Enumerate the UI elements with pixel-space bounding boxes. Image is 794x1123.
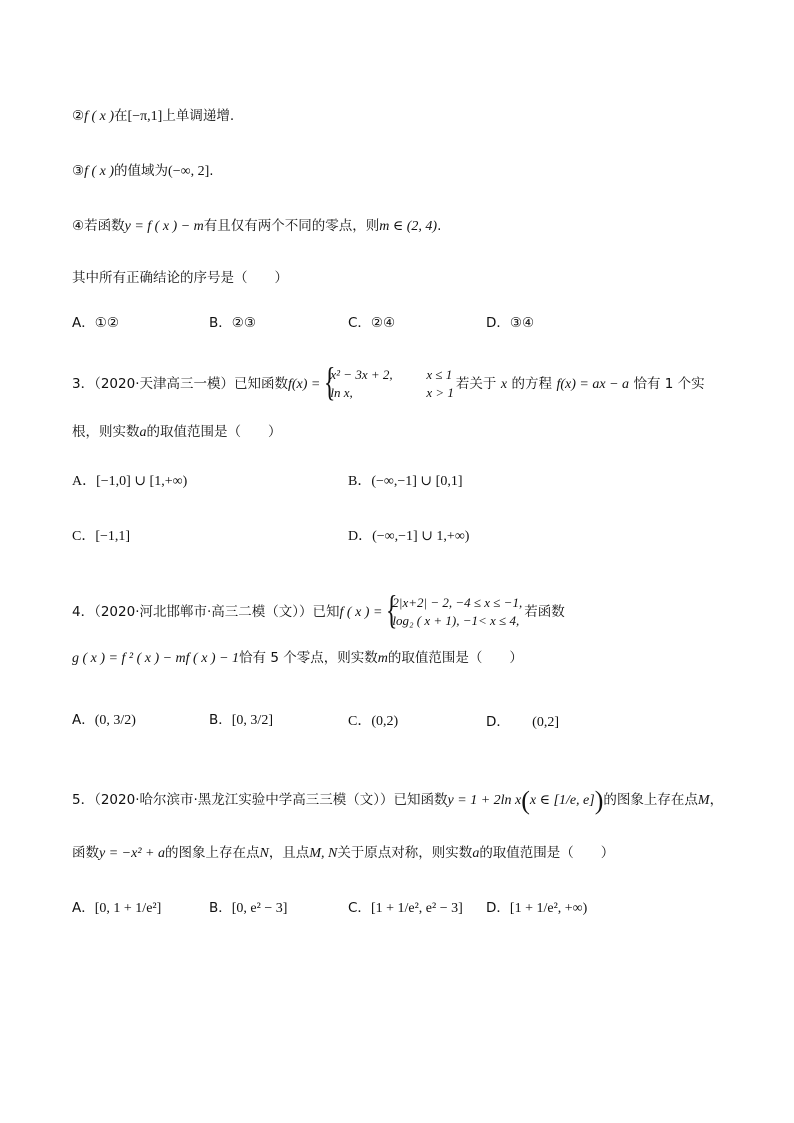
q5-option-d-label: D． xyxy=(486,900,510,916)
question-4-stem xyxy=(72,594,565,630)
q4-option-a-value: (0, 3/2) xyxy=(94,713,136,728)
statement-3 xyxy=(72,161,214,182)
q5-option-b[interactable] xyxy=(209,898,287,919)
question-3-stem xyxy=(72,366,705,402)
q4-option-a[interactable] xyxy=(72,710,136,731)
q3-option-a[interactable]: A．[−1,0] ∪ [1,+∞) xyxy=(72,474,188,489)
q5-option-c-value: [1 + 1/e², e² − 3] xyxy=(370,901,463,916)
question-2-prompt: 其中所有正确结论的序号是（ ） xyxy=(72,270,288,286)
q3-piece-row1-expr: x² − 3x + 2, xyxy=(330,367,393,382)
q5-point-m: M xyxy=(697,793,710,808)
q4-line2-text: 恰有 5 个零点，则实数 xyxy=(239,650,378,666)
q4-g-expression: g ( x ) = f ² ( x ) − mf ( x ) − 1 xyxy=(72,651,240,666)
statement-4-mid: 有且仅有两个不同的零点，则 xyxy=(203,218,380,234)
statement-4-condition: m ∈ (2, 4) xyxy=(379,219,438,234)
q3-var: x xyxy=(500,377,508,392)
q4-option-c[interactable]: C．(0,2) xyxy=(348,714,399,729)
q4-option-d[interactable] xyxy=(486,712,559,733)
q3-line2-ask: 的取值范围是（ ） xyxy=(146,424,282,440)
statement-2-function: f ( x ) xyxy=(84,109,115,124)
q4-piece-row2: log₂ ( x + 1), −1< x ≤ 4, xyxy=(392,613,520,628)
statement-2-interval: [−π,1] xyxy=(127,109,163,124)
q3-line2-var: a xyxy=(139,425,147,440)
q5-line2-ask: 的取值范围是（ ） xyxy=(479,845,615,861)
question-3-fdef: f(x) = xyxy=(288,377,321,392)
q5-line2-expression: y = −x² + a xyxy=(99,846,165,861)
question-5-function: y = 1 + 2ln x xyxy=(447,793,522,808)
statement-4 xyxy=(72,216,441,237)
q4-text-after: 若函数 xyxy=(524,604,565,620)
q5-option-c[interactable] xyxy=(348,898,463,919)
q3-piece-row2-expr: ln x, xyxy=(330,385,353,400)
question-3-source: 3．（2020·天津高三一模）已知函数 xyxy=(72,376,288,392)
q3-text-after: 若关于 xyxy=(455,376,497,392)
question-5-domain: (x ∈ [1/e, e]) xyxy=(521,785,604,815)
q5-points-mn: M, N xyxy=(309,846,338,861)
q5-option-c-label: C． xyxy=(348,900,371,916)
q5-option-d[interactable] xyxy=(486,898,587,919)
q2-option-c[interactable]: C．②④ xyxy=(348,315,396,331)
q5-comma: ， xyxy=(709,792,724,808)
q5-point-n: N xyxy=(259,846,269,861)
q4-line2-ask: 的取值范围是（ ） xyxy=(387,650,523,666)
statement-3-text: 的值域为 xyxy=(114,163,169,179)
q4-option-d-value: (0,2] xyxy=(532,715,559,730)
q5-line2-text: 函数 xyxy=(72,845,99,861)
q5-line2-text-c: ，且点 xyxy=(268,845,310,861)
q5-line2-text-d: 关于原点对称，则实数 xyxy=(337,845,473,861)
q5-option-a-value: [0, 1 + 1/e²] xyxy=(94,901,162,916)
question-5-stem xyxy=(72,785,724,815)
question-4-fdef: f ( x ) = xyxy=(339,605,383,620)
q4-option-b-value: [0, 3/2] xyxy=(231,713,273,728)
statement-4-text: ④若函数 xyxy=(72,218,125,234)
q5-line2-var: a xyxy=(472,846,480,861)
statement-4-expression: y = f ( x ) − m xyxy=(124,219,204,234)
question-5-stem-line2 xyxy=(72,843,614,864)
statement-2 xyxy=(72,106,234,127)
statement-3-number: ③ xyxy=(72,163,85,179)
q5-option-b-value: [0, e² − 3] xyxy=(231,901,288,916)
question-4-stem-line2 xyxy=(72,648,523,669)
statement-2-suffix: 上单调递增. xyxy=(162,108,235,124)
question-3-piecewise xyxy=(322,366,454,402)
q4-option-a-label: A． xyxy=(72,712,95,728)
statement-4-suffix: . xyxy=(437,218,442,234)
statement-2-number: ② xyxy=(72,108,85,124)
q4-line2-var: m xyxy=(377,651,388,666)
q3-option-c[interactable]: C．[−1,1] xyxy=(72,529,131,544)
q2-option-a[interactable]: A．①② xyxy=(72,315,119,331)
q5-option-b-label: B． xyxy=(209,900,232,916)
q4-option-b[interactable] xyxy=(209,710,273,731)
q3-option-b[interactable]: B．(−∞,−1] ∪ [0,1] xyxy=(348,474,463,489)
q3-piece-row1-cond: x ≤ 1 xyxy=(426,367,453,382)
q3-piece-row2-cond: x > 1 xyxy=(426,385,454,400)
statement-2-text: 在 xyxy=(114,108,128,124)
q4-option-b-label: B． xyxy=(209,712,232,728)
q4-option-d-label: D． xyxy=(486,714,510,730)
statement-3-interval: (−∞, 2] xyxy=(168,164,210,179)
q3-line2-text: 根，则实数 xyxy=(72,424,140,440)
statement-3-suffix: . xyxy=(209,163,214,179)
question-3-stem-line2 xyxy=(72,422,282,443)
statement-3-function: f ( x ) xyxy=(84,164,115,179)
q3-equation: f(x) = ax − a xyxy=(556,377,630,392)
q5-line2-text-b: 的图象上存在点 xyxy=(164,845,260,861)
q3-text-after3: 恰有 1 个实 xyxy=(633,376,705,392)
q5-option-a-label: A． xyxy=(72,900,95,916)
q3-option-d[interactable]: D．(−∞,−1] ∪ 1,+∞) xyxy=(348,529,470,544)
question-4-piecewise xyxy=(384,594,522,630)
q3-text-after2: 的方程 xyxy=(511,376,553,392)
q5-option-a[interactable] xyxy=(72,898,161,919)
q4-piece-row1: { 2|x+2| − 2, −4 ≤ x ≤ −1, xyxy=(392,595,523,610)
q2-option-d[interactable]: D．③④ xyxy=(486,315,535,331)
question-5-source: 5．（2020·哈尔滨市·黑龙江实验中学高三三模（文））已知函数 xyxy=(72,792,448,808)
q5-text-after: 的图象上存在点 xyxy=(603,792,698,808)
q5-option-d-value: [1 + 1/e², +∞) xyxy=(509,901,588,916)
question-4-source: 4．（2020·河北邯郸市·高三二模（文））已知 xyxy=(72,604,340,620)
q2-option-b[interactable]: B．②③ xyxy=(209,315,256,331)
